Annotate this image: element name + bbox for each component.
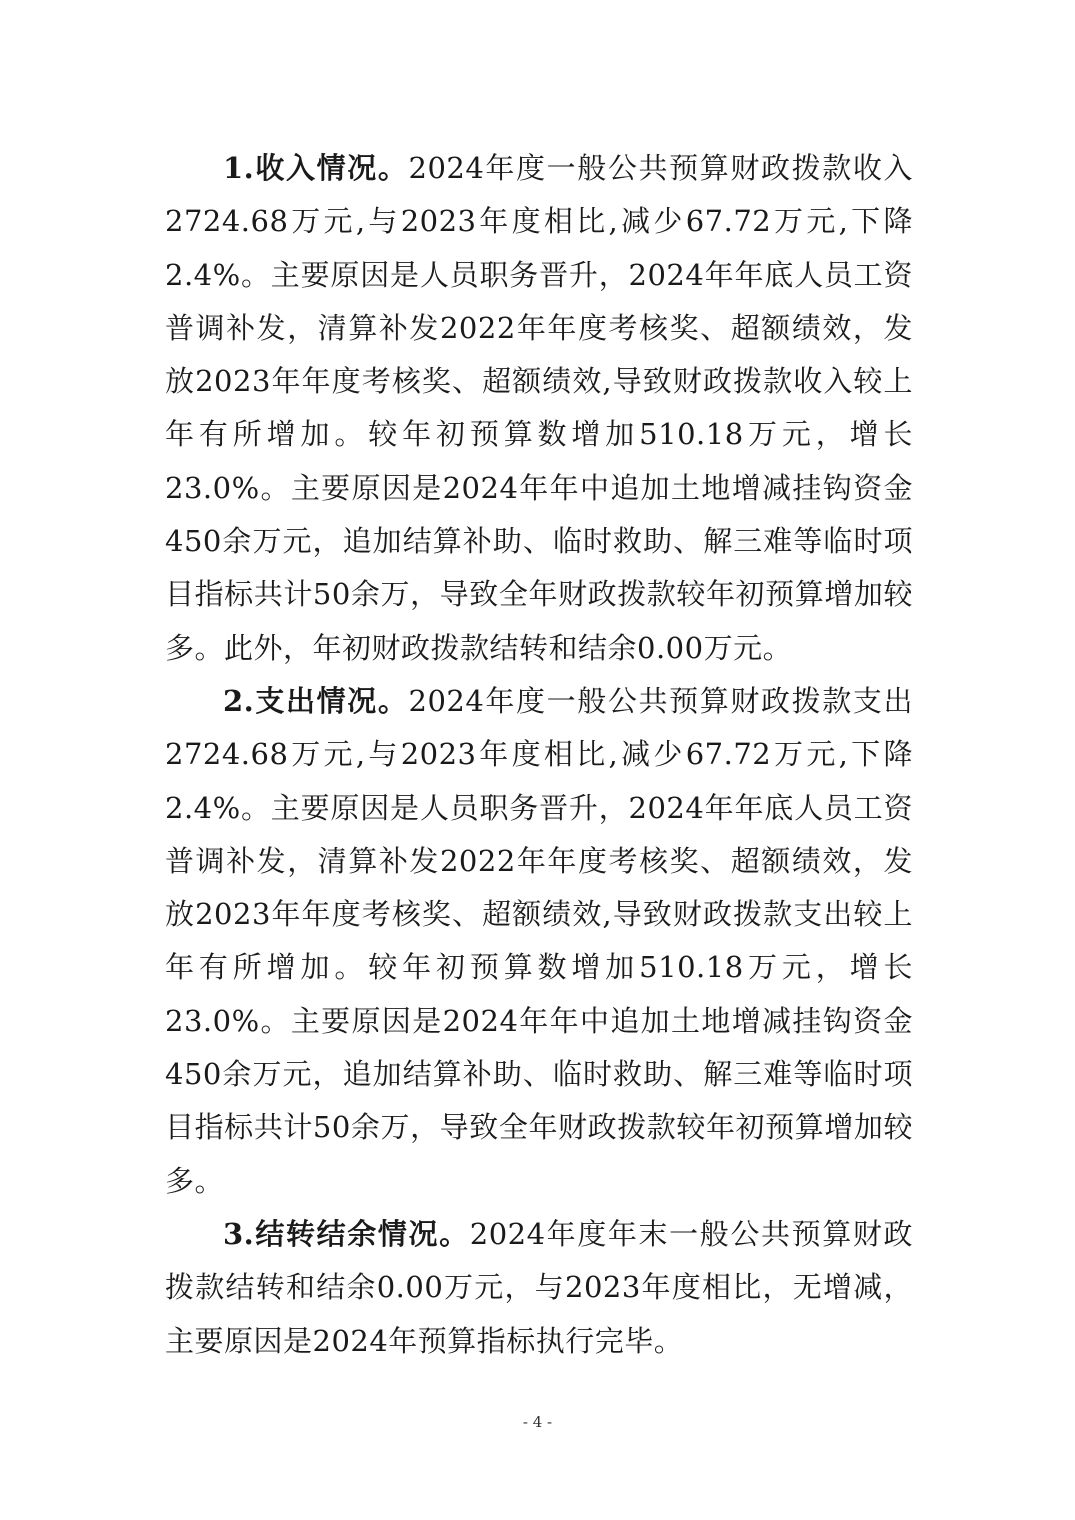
paragraph-expenditure <box>165 675 913 1208</box>
paragraph-income <box>165 142 913 675</box>
paragraph-text-carryover: 2024年度年末一般公共预算财政拨款结转和结余0.00万元，与2023年度相比，无增减，主要原因是2024年预算指标执行完毕。 <box>165 1216 913 1358</box>
paragraph-carryover <box>165 1208 913 1368</box>
paragraph-heading-carryover: 3.结转结余情况。 <box>223 1216 470 1251</box>
paragraph-heading-expenditure: 2.支出情况。 <box>223 683 409 718</box>
paragraph-text-expenditure: 2024年度一般公共预算财政拨款支出2724.68万元,与2023年度相比,减少67.72万元,下降2.4%。主要原因是人员职务晋升，2024年年底人员工资普调补发，清算补发2022年年度考核奖、超额绩效，发放2023年年度考核奖、超额绩效,导致财政拨款支出较上年有所增加。较年初预算数增加510.18万元，增长23.0%。主要原因是2024年年中追加土地增减挂钩资金450余万元，追加结算补助、临时救助、解三难等临时项目指标共计50余万，导致全年财政拨款较年初预算增加较多。 <box>165 683 913 1198</box>
page-number: - 4 - <box>522 1413 553 1431</box>
paragraph-text-income: 2024年度一般公共预算财政拨款收入2724.68万元,与2023年度相比,减少67.72万元,下降2.4%。主要原因是人员职务晋升，2024年年底人员工资普调补发，清算补发2022年年度考核奖、超额绩效，发放2023年年度考核奖、超额绩效,导致财政拨款收入较上年有所增加。较年初预算数增加510.18万元，增长23.0%。主要原因是2024年年中追加土地增减挂钩资金450余万元，追加结算补助、临时救助、解三难等临时项目指标共计50余万，导致全年财政拨款较年初预算增加较多。此外，年初财政拨款结转和结余0.00万元。 <box>165 151 913 665</box>
paragraph-heading-income: 1.收入情况。 <box>223 151 409 185</box>
document-body <box>165 142 913 1368</box>
